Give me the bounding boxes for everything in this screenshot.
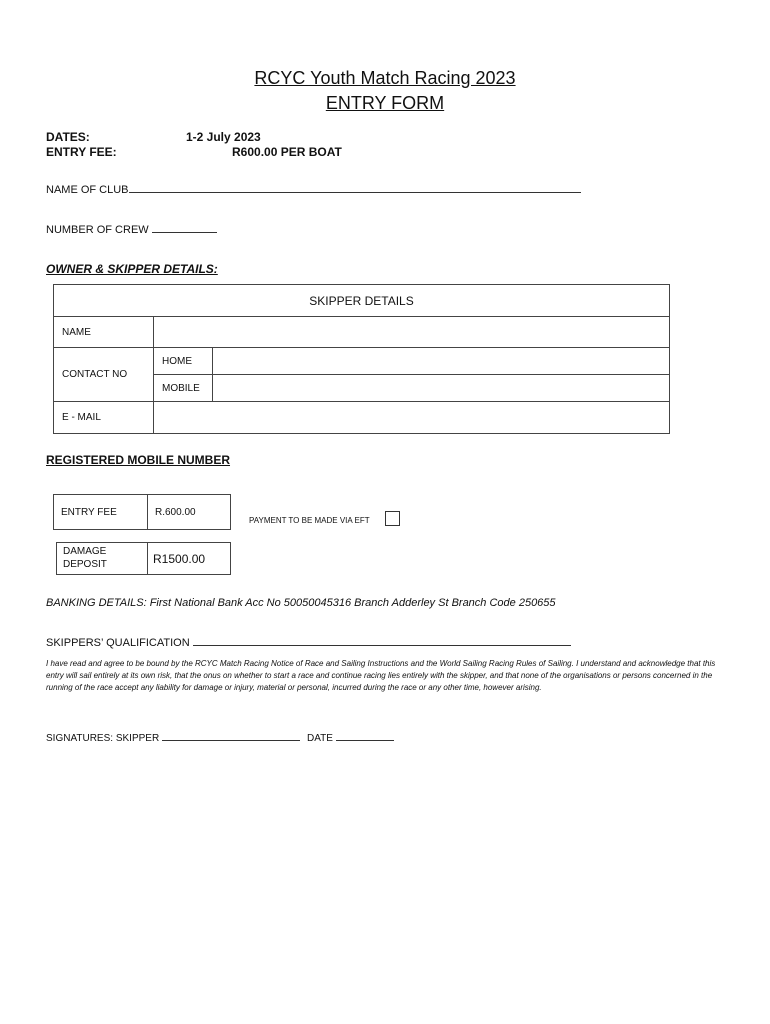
signature-label: SIGNATURES: SKIPPER bbox=[46, 733, 160, 744]
mobile-input-cell[interactable] bbox=[213, 375, 670, 402]
dates-label: DATES: bbox=[46, 130, 90, 144]
qualification-label: SKIPPERS’ QUALIFICATION bbox=[46, 637, 190, 649]
form-title: RCYC Youth Match Racing 2023 bbox=[254, 68, 516, 88]
form-subtitle: ENTRY FORM bbox=[325, 93, 445, 113]
contact-label: CONTACT NO bbox=[54, 348, 154, 402]
club-line bbox=[129, 191, 581, 193]
club-label: NAME OF CLUB bbox=[46, 184, 129, 196]
registered-mobile-line bbox=[230, 453, 538, 467]
qualification-line bbox=[193, 644, 571, 646]
email-label: E - MAIL bbox=[54, 402, 154, 434]
banking-details: BANKING DETAILS: First National Bank Acc No 50050045316 Branch Adderley St Branch Code 250655 bbox=[46, 597, 556, 609]
eft-checkbox[interactable] bbox=[385, 511, 400, 526]
club-field[interactable] bbox=[46, 184, 581, 196]
registered-mobile-label: REGISTERED MOBILE NUMBER bbox=[46, 453, 231, 467]
skipper-details-table bbox=[53, 284, 670, 434]
crew-label: NUMBER OF CREW bbox=[46, 224, 149, 236]
divider bbox=[147, 543, 148, 574]
qualification-field[interactable] bbox=[46, 637, 571, 649]
damage-deposit-box bbox=[56, 542, 231, 575]
home-input-cell[interactable] bbox=[213, 348, 670, 375]
mobile-label: MOBILE bbox=[154, 375, 213, 402]
damage-deposit-label bbox=[63, 545, 107, 571]
damage-label-line2: DEPOSIT bbox=[63, 559, 107, 570]
crew-field[interactable] bbox=[46, 224, 217, 236]
signature-field[interactable] bbox=[46, 733, 300, 744]
dates-value: 1-2 July 2023 bbox=[186, 130, 261, 144]
skipper-signature-line bbox=[162, 739, 300, 741]
email-input-cell[interactable] bbox=[154, 402, 670, 434]
disclaimer-text: I have read and agree to be bound by the RCYC Match Racing Notice of Race and Sailing Instructions and the World Sailing Racing Rules of Sailing. I understand and acknowledge that this entry will sail entirely at its own risk, that the onus on whether to start a race and continue racing lies entirely with the skipper, and that none of the organisations or persons concerned in the running of the race accept any liability for damage or injury, material or personal, incurred during the race or any other time, however arising. bbox=[46, 659, 716, 692]
entry-fee-label: ENTRY FEE: bbox=[46, 145, 117, 159]
date-field[interactable] bbox=[307, 733, 394, 744]
skipper-details-header: SKIPPER DETAILS bbox=[54, 285, 670, 317]
crew-line bbox=[152, 231, 217, 233]
date-label: DATE bbox=[307, 733, 333, 744]
divider bbox=[147, 495, 148, 529]
entry-fee-value: R600.00 PER BOAT bbox=[232, 145, 342, 159]
entry-fee-box-value: R.600.00 bbox=[155, 506, 196, 518]
name-input-cell[interactable] bbox=[154, 317, 670, 348]
entry-fee-box-label: ENTRY FEE bbox=[61, 506, 117, 518]
entry-fee-box bbox=[53, 494, 231, 530]
date-line bbox=[336, 739, 394, 741]
name-label: NAME bbox=[54, 317, 154, 348]
home-label: HOME bbox=[154, 348, 213, 375]
owner-skipper-heading: OWNER & SKIPPER DETAILS: bbox=[46, 262, 218, 276]
damage-deposit-value: R1500.00 bbox=[153, 551, 206, 566]
damage-label-line1: DAMAGE bbox=[63, 546, 107, 557]
payment-eft-label: PAYMENT TO BE MADE VIA EFT bbox=[249, 516, 370, 525]
registered-mobile-field[interactable] bbox=[46, 453, 538, 467]
